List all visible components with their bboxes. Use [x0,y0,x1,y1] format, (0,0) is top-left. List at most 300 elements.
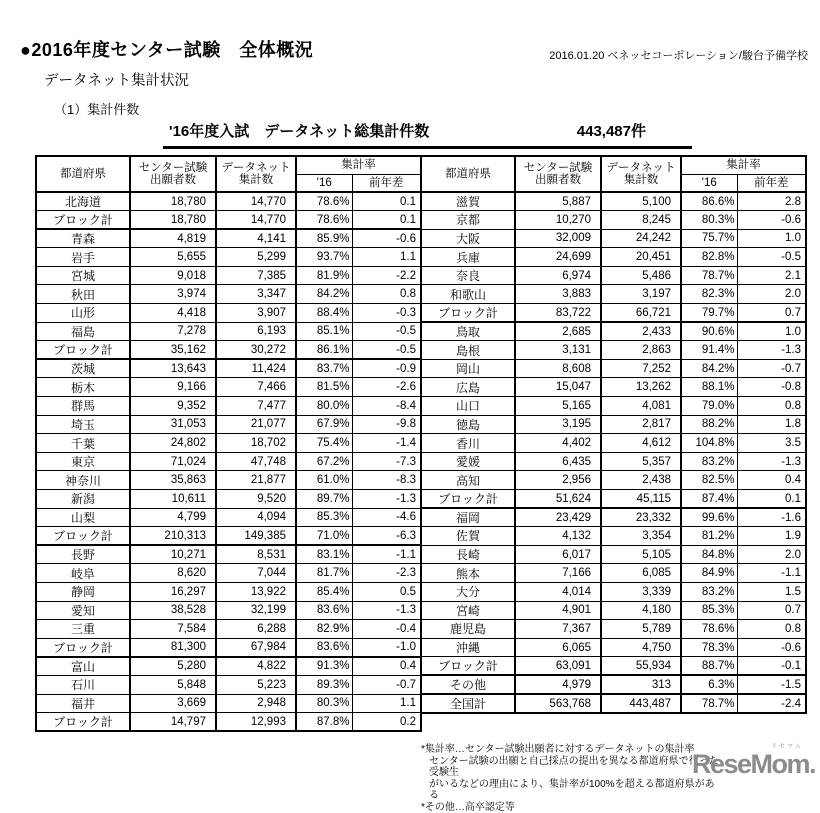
table-row [421,397,806,416]
datanet-cell: 4,750 [601,638,681,657]
datanet-cell: 2,438 [601,471,681,490]
rate-cell: 82.8% [681,248,737,267]
rate-cell: 78.6% [296,192,352,211]
applicants-cell: 18,780 [130,192,216,211]
col-rate-diff: 前年差 [737,174,806,192]
table-row [36,713,421,732]
table-row [36,657,421,676]
diff-cell: 0.8 [737,397,806,416]
applicants-cell: 31,053 [130,415,216,434]
applicants-cell: 5,848 [130,675,216,694]
diff-cell: -8.4 [352,397,421,416]
table-row [36,638,421,657]
prefecture-cell: 栃木 [36,378,130,397]
diff-cell: 0.5 [352,582,421,601]
prefecture-cell: 島根 [421,341,515,360]
diff-cell: 2.0 [737,285,806,304]
prefecture-cell: 北海道 [36,192,130,211]
resemom-logo-wordmark: ReseMom. [692,751,815,777]
rate-cell: 6.3% [681,675,737,694]
table-row [421,378,806,397]
prefecture-cell: 鳥取 [421,322,515,341]
prefecture-cell: 滋賀 [421,192,515,211]
datanet-cell: 5,357 [601,452,681,471]
prefecture-cell: 石川 [36,675,130,694]
diff-cell: 0.4 [737,471,806,490]
datanet-cell: 5,223 [216,675,296,694]
applicants-cell: 563,768 [515,694,601,713]
datanet-cell: 3,347 [216,285,296,304]
datanet-cell: 12,993 [216,713,296,732]
table-row [36,545,421,564]
diff-cell: 2.1 [737,266,806,285]
diff-cell: -9.8 [352,415,421,434]
prefecture-cell: 千葉 [36,434,130,453]
applicants-cell: 10,611 [130,490,216,509]
table-row [421,490,806,509]
prefecture-cell: 青森 [36,229,130,248]
datanet-cell: 14,770 [216,211,296,230]
rate-cell: 83.2% [681,452,737,471]
applicants-cell: 63,091 [515,657,601,676]
datanet-cell: 7,466 [216,378,296,397]
applicants-cell: 2,685 [515,322,601,341]
datanet-cell: 313 [601,675,681,694]
diff-cell: 0.7 [737,304,806,323]
datanet-cell: 5,105 [601,545,681,564]
diff-cell: -8.3 [352,471,421,490]
prefecture-cell: 広島 [421,378,515,397]
prefecture-cell: ブロック計 [421,490,515,509]
rate-cell: 93.7% [296,248,352,267]
datanet-cell: 2,948 [216,694,296,713]
applicants-cell: 2,956 [515,471,601,490]
applicants-cell: 9,166 [130,378,216,397]
applicants-cell: 210,313 [130,527,216,546]
applicants-cell: 7,166 [515,564,601,583]
col-applicants-line1: センター試験 [139,162,208,174]
table-row [36,471,421,490]
applicants-cell: 6,974 [515,266,601,285]
col-datanet-line1: データネット [607,162,676,174]
prefecture-cell: 大阪 [421,229,515,248]
datanet-cell: 4,612 [601,434,681,453]
rate-cell: 78.7% [681,266,737,285]
applicants-cell: 3,669 [130,694,216,713]
table-row [36,229,421,248]
prefecture-cell: 大分 [421,582,515,601]
footnote-other: *その他…高卒認定等 [421,802,721,813]
rate-cell: 82.5% [681,471,737,490]
prefecture-cell: 熊本 [421,564,515,583]
rate-cell: 88.4% [296,304,352,323]
table-row [421,192,806,211]
prefecture-cell: 高知 [421,471,515,490]
table-row [36,694,421,713]
applicants-cell: 5,655 [130,248,216,267]
prefecture-cell: 岐阜 [36,564,130,583]
table-row [36,564,421,583]
footnote-rate-1: *集計率…センター試験出願者に対するデータネットの集計率 [421,744,721,756]
prefecture-cell: 鹿児島 [421,620,515,639]
header-row [421,156,806,174]
prefecture-cell: 和歌山 [421,285,515,304]
col-datanet [216,156,296,192]
rate-cell: 83.1% [296,545,352,564]
prefecture-cell: その他 [421,675,515,694]
table-row [36,452,421,471]
applicants-cell: 18,780 [130,211,216,230]
diff-cell: -0.5 [352,341,421,360]
rate-cell: 85.3% [296,508,352,527]
diff-cell: -0.6 [737,638,806,657]
rate-cell: 75.7% [681,229,737,248]
table-row [421,359,806,378]
prefecture-cell: 埼玉 [36,415,130,434]
applicants-cell: 14,797 [130,713,216,732]
diff-cell: -1.0 [352,638,421,657]
prefecture-cell: 山形 [36,304,130,323]
datanet-cell: 3,197 [601,285,681,304]
applicants-cell: 32,009 [515,229,601,248]
rate-cell: 81.9% [296,266,352,285]
prefecture-cell: ブロック計 [36,638,130,657]
applicants-cell: 4,819 [130,229,216,248]
diff-cell: -7.3 [352,452,421,471]
diff-cell: -4.6 [352,508,421,527]
datanet-cell: 5,486 [601,266,681,285]
prefecture-cell: 奈良 [421,266,515,285]
rate-cell: 87.8% [296,713,352,732]
diff-cell: 1.0 [737,229,806,248]
datanet-cell: 55,934 [601,657,681,676]
table-row [421,675,806,694]
datanet-cell: 5,299 [216,248,296,267]
total-count-value: 443,487件 [577,120,646,141]
diff-cell: -1.3 [352,601,421,620]
rate-cell: 78.7% [681,694,737,713]
table-row [421,694,806,713]
col-datanet-line1: データネット [222,162,291,174]
datanet-cell: 21,077 [216,415,296,434]
applicants-cell: 4,799 [130,508,216,527]
table-row [421,304,806,323]
prefecture-cell: 兵庫 [421,248,515,267]
applicants-cell: 24,699 [515,248,601,267]
applicants-cell: 7,278 [130,322,216,341]
table-row [421,508,806,527]
prefecture-cell: 香川 [421,434,515,453]
prefecture-cell: 東京 [36,452,130,471]
rate-cell: 85.3% [681,601,737,620]
diff-cell: 3.5 [737,434,806,453]
applicants-cell: 9,018 [130,266,216,285]
datanet-cell: 21,877 [216,471,296,490]
prefecture-cell: 秋田 [36,285,130,304]
applicants-cell: 6,017 [515,545,601,564]
rate-cell: 81.5% [296,378,352,397]
diff-cell: 1.1 [352,248,421,267]
prefecture-cell: 岩手 [36,248,130,267]
diff-cell: 0.2 [352,713,421,732]
datanet-cell: 4,094 [216,508,296,527]
prefecture-cell: 富山 [36,657,130,676]
rate-cell: 89.7% [296,490,352,509]
table-row [421,434,806,453]
table-row [36,285,421,304]
applicants-cell: 10,271 [130,545,216,564]
rate-cell: 82.9% [296,620,352,639]
rate-cell: 82.3% [681,285,737,304]
rate-cell: 85.9% [296,229,352,248]
table-row [421,266,806,285]
resemom-logo-ruby: リセマム [692,744,803,751]
applicants-cell: 7,367 [515,620,601,639]
datanet-cell: 2,863 [601,341,681,360]
rate-cell: 80.3% [681,211,737,230]
col-rate: 集計率 [296,156,421,174]
applicants-cell: 5,887 [515,192,601,211]
datanet-cell: 3,339 [601,582,681,601]
diff-cell: -2.2 [352,266,421,285]
datanet-cell: 4,180 [601,601,681,620]
prefecture-cell: ブロック計 [36,527,130,546]
prefecture-cell: 茨城 [36,359,130,378]
applicants-cell: 51,624 [515,490,601,509]
applicants-cell: 6,065 [515,638,601,657]
datanet-cell: 149,385 [216,527,296,546]
applicants-cell: 83,722 [515,304,601,323]
applicants-cell: 38,528 [130,601,216,620]
rate-cell: 67.2% [296,452,352,471]
prefecture-cell: ブロック計 [421,304,515,323]
prefecture-cell: 福島 [36,322,130,341]
applicants-cell: 35,863 [130,471,216,490]
diff-cell: -1.3 [352,490,421,509]
datanet-cell: 13,262 [601,378,681,397]
datanet-cell: 8,245 [601,211,681,230]
rate-cell: 88.7% [681,657,737,676]
applicants-cell: 10,270 [515,211,601,230]
rate-cell: 78.6% [296,211,352,230]
col-datanet [601,156,681,192]
rate-cell: 71.0% [296,527,352,546]
datanet-cell: 6,085 [601,564,681,583]
datanet-cell: 32,199 [216,601,296,620]
rate-cell: 91.4% [681,341,737,360]
diff-cell: 2.0 [737,545,806,564]
diff-cell: 1.5 [737,582,806,601]
prefecture-cell: 長崎 [421,545,515,564]
diff-cell: -2.6 [352,378,421,397]
prefecture-cell: 全国計 [421,694,515,713]
applicants-cell: 3,974 [130,285,216,304]
applicants-cell: 15,047 [515,378,601,397]
rate-cell: 90.6% [681,322,737,341]
prefecture-cell: ブロック計 [421,657,515,676]
datanet-cell: 7,477 [216,397,296,416]
prefecture-cell: 福井 [36,694,130,713]
applicants-cell: 24,802 [130,434,216,453]
datanet-cell: 20,451 [601,248,681,267]
rate-cell: 61.0% [296,471,352,490]
diff-cell: 0.1 [352,211,421,230]
prefecture-cell: 福岡 [421,508,515,527]
table-row [36,341,421,360]
rate-cell: 84.9% [681,564,737,583]
diff-cell: -1.5 [737,675,806,694]
rate-cell: 88.2% [681,415,737,434]
diff-cell: 0.4 [352,657,421,676]
datanet-cell: 6,288 [216,620,296,639]
col-applicants [515,156,601,192]
diff-cell: -1.4 [352,434,421,453]
datanet-cell: 3,354 [601,527,681,546]
diff-cell: -0.6 [737,211,806,230]
rate-cell: 85.1% [296,322,352,341]
diff-cell: -0.5 [352,322,421,341]
diff-cell: -0.9 [352,359,421,378]
diff-cell: 2.8 [737,192,806,211]
applicants-cell: 13,643 [130,359,216,378]
datanet-cell: 14,770 [216,192,296,211]
table-row [36,378,421,397]
prefecture-cell: ブロック計 [36,713,130,732]
datanet-cell: 443,487 [601,694,681,713]
table-row [421,582,806,601]
prefecture-cell: 佐賀 [421,527,515,546]
table-row [36,211,421,230]
diff-cell: 1.0 [737,322,806,341]
col-applicants-line2: 出願者数 [535,174,581,186]
prefecture-cell: 宮崎 [421,601,515,620]
applicants-cell: 8,620 [130,564,216,583]
subtitle: データネット集計状況 [44,69,189,90]
diff-cell: 1.9 [737,527,806,546]
prefecture-cell: 徳島 [421,415,515,434]
table-row [421,285,806,304]
prefecture-cell: 山梨 [36,508,130,527]
prefecture-cell: ブロック計 [36,211,130,230]
table-row [421,248,806,267]
applicants-cell: 4,418 [130,304,216,323]
datanet-cell: 7,385 [216,266,296,285]
prefecture-cell: 岡山 [421,359,515,378]
rate-cell: 83.6% [296,601,352,620]
prefecture-cell: 長野 [36,545,130,564]
total-count-line [163,118,692,149]
table-row [421,341,806,360]
diff-cell: -2.4 [737,694,806,713]
table-row [36,490,421,509]
table-row [36,508,421,527]
datanet-cell: 30,272 [216,341,296,360]
table-row [36,322,421,341]
rate-cell: 87.4% [681,490,737,509]
diff-cell: -1.6 [737,508,806,527]
rate-cell: 88.1% [681,378,737,397]
prefecture-cell: 神奈川 [36,471,130,490]
applicants-cell: 4,901 [515,601,601,620]
table-row [421,415,806,434]
datanet-cell: 9,520 [216,490,296,509]
table-row [421,211,806,230]
table-row [36,620,421,639]
applicants-cell: 3,131 [515,341,601,360]
rate-cell: 84.2% [296,285,352,304]
col-rate: 集計率 [681,156,806,174]
datanet-cell: 66,721 [601,304,681,323]
table-row [36,304,421,323]
credit-line: 2016.01.20 ベネッセコーポレーション/駿台予備学校 [549,47,808,63]
table-row [36,359,421,378]
applicants-cell: 4,402 [515,434,601,453]
prefecture-cell: 愛知 [36,601,130,620]
table-row [421,601,806,620]
applicants-cell: 3,883 [515,285,601,304]
diff-cell: -0.7 [737,359,806,378]
datanet-cell: 5,789 [601,620,681,639]
datanet-cell: 47,748 [216,452,296,471]
datanet-cell: 5,100 [601,192,681,211]
datanet-cell: 7,252 [601,359,681,378]
prefecture-cell: 宮城 [36,266,130,285]
table-row [421,322,806,341]
datanet-cell: 67,984 [216,638,296,657]
applicants-cell: 71,024 [130,452,216,471]
rate-cell: 83.7% [296,359,352,378]
diff-cell: 1.1 [352,694,421,713]
diff-cell: 0.7 [737,601,806,620]
total-count-label: '16年度入試 データネット総集計件数 [169,120,429,141]
rate-cell: 81.7% [296,564,352,583]
table-row [421,545,806,564]
datanet-cell: 7,044 [216,564,296,583]
applicants-cell: 5,165 [515,397,601,416]
applicants-cell: 8,608 [515,359,601,378]
table-row [421,564,806,583]
datanet-cell: 6,193 [216,322,296,341]
rate-cell: 83.2% [681,582,737,601]
prefecture-cell: 三重 [36,620,130,639]
table-row [421,657,806,676]
diff-cell: 0.8 [352,285,421,304]
diff-cell: -1.1 [737,564,806,583]
datanet-cell: 13,922 [216,582,296,601]
datanet-cell: 24,242 [601,229,681,248]
prefecture-cell: 静岡 [36,582,130,601]
rate-cell: 79.0% [681,397,737,416]
col-applicants [130,156,216,192]
prefecture-cell: 新潟 [36,490,130,509]
applicants-cell: 9,352 [130,397,216,416]
table-row [36,266,421,285]
prefecture-cell: 愛媛 [421,452,515,471]
applicants-cell: 4,979 [515,675,601,694]
prefecture-cell: 京都 [421,211,515,230]
rate-cell: 84.8% [681,545,737,564]
rate-cell: 80.0% [296,397,352,416]
prefecture-cell: ブロック計 [36,341,130,360]
applicants-cell: 23,429 [515,508,601,527]
rate-cell: 78.6% [681,620,737,639]
table-row [36,434,421,453]
prefecture-tables [35,155,807,732]
datanet-cell: 2,433 [601,322,681,341]
rate-cell: 75.4% [296,434,352,453]
diff-cell: -6.3 [352,527,421,546]
datanet-cell: 8,531 [216,545,296,564]
